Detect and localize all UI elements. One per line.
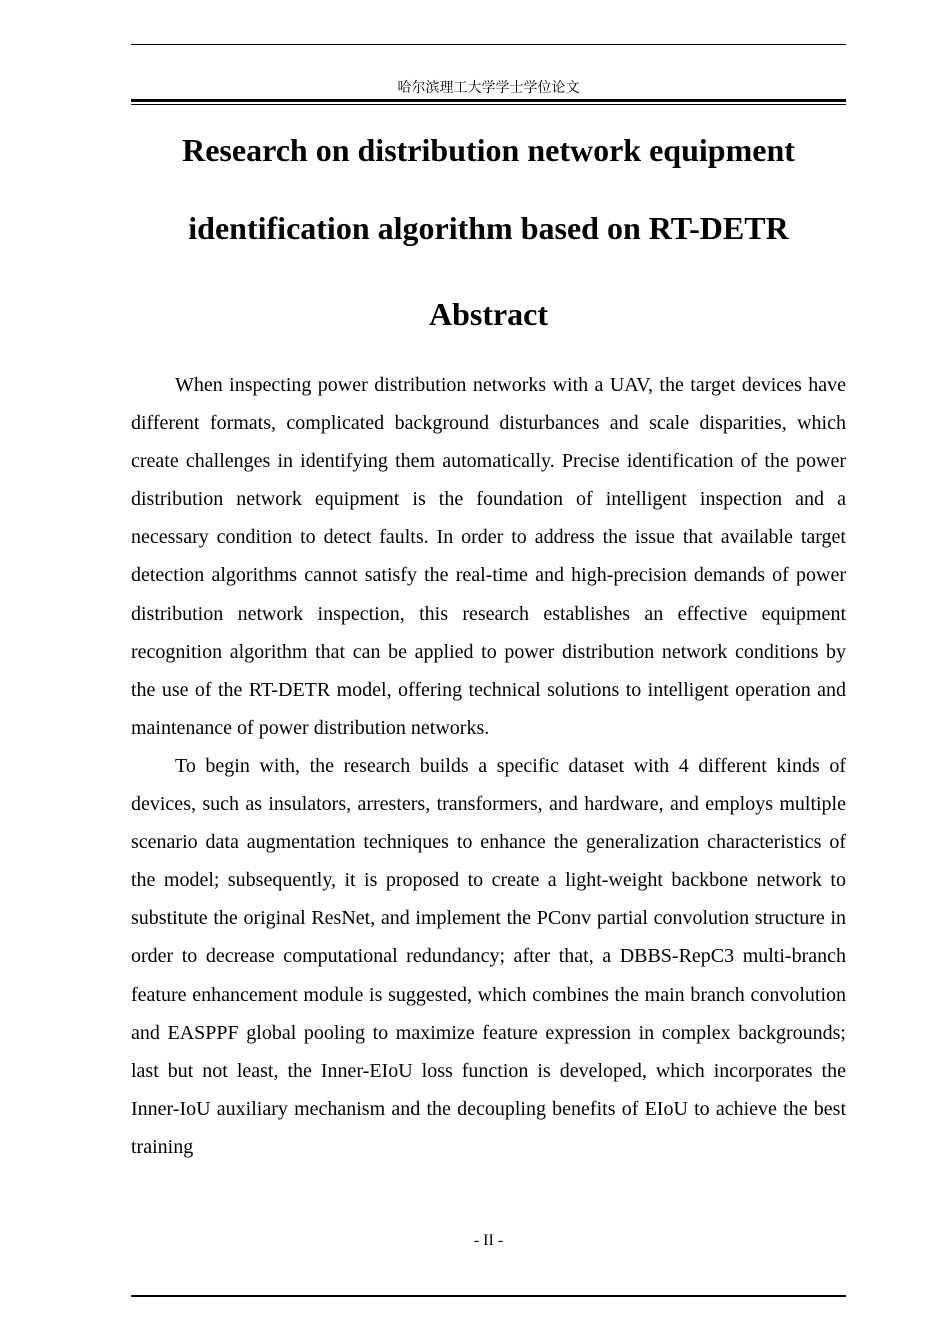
header-rule-thin — [131, 104, 846, 105]
running-header: 哈尔滨理工大学学士学位论文 — [397, 80, 580, 96]
abstract-heading: Abstract — [428, 296, 549, 332]
top-rule — [131, 44, 846, 45]
abstract-paragraph-1: When inspecting power distribution networks with a UAV, the target devices have different formats, complicated background disturbances and scale disparities, which create challenges in identifying them automatically. Precise identification of the power distribution network equipment is the foundation of intelligent inspection and a necessary condition to detect faults. In order to address the issue that available target detection algorithms cannot satisfy the real-time and high-precision demands of power distribution network inspection, this research establishes an effective equipment recognition algorithm that can be applied to power distribution network conditions by the use of the RT-DETR model, offering technical solutions to intelligent operation and maintenance of power distribution networks. — [131, 374, 846, 739]
thesis-title-line-1: Research on distribution network equipment — [182, 132, 795, 168]
page-number: - II - — [473, 1232, 504, 1249]
bottom-rule — [131, 1295, 846, 1297]
thesis-title-line-2: identification algorithm based on RT-DETR — [188, 210, 789, 246]
abstract-paragraph-2: To begin with, the research builds a specific dataset with 4 different kinds of devices, such as insulators, arresters, transformers, and hardware, and employs multiple scenario data augmentation techniques to enhance the generalization characteristics of the model; subsequently, it is proposed to create a light-weight backbone network to substitute the original ResNet, and implement the PConv partial convolution structure in order to decrease computational redundancy; after that, a DBBS-RepC3 multi-branch feature enhancement module is suggested, which combines the main branch convolution and EASPPF global pooling to maximize feature expression in complex backgrounds; last but not least, the Inner-EIoU loss function is developed, which incorporates the Inner-IoU auxiliary mechanism and the decoupling benefits of EIoU to achieve the best training — [131, 754, 846, 1158]
abstract-body — [131, 366, 846, 1166]
header-rule-thick — [131, 99, 846, 102]
